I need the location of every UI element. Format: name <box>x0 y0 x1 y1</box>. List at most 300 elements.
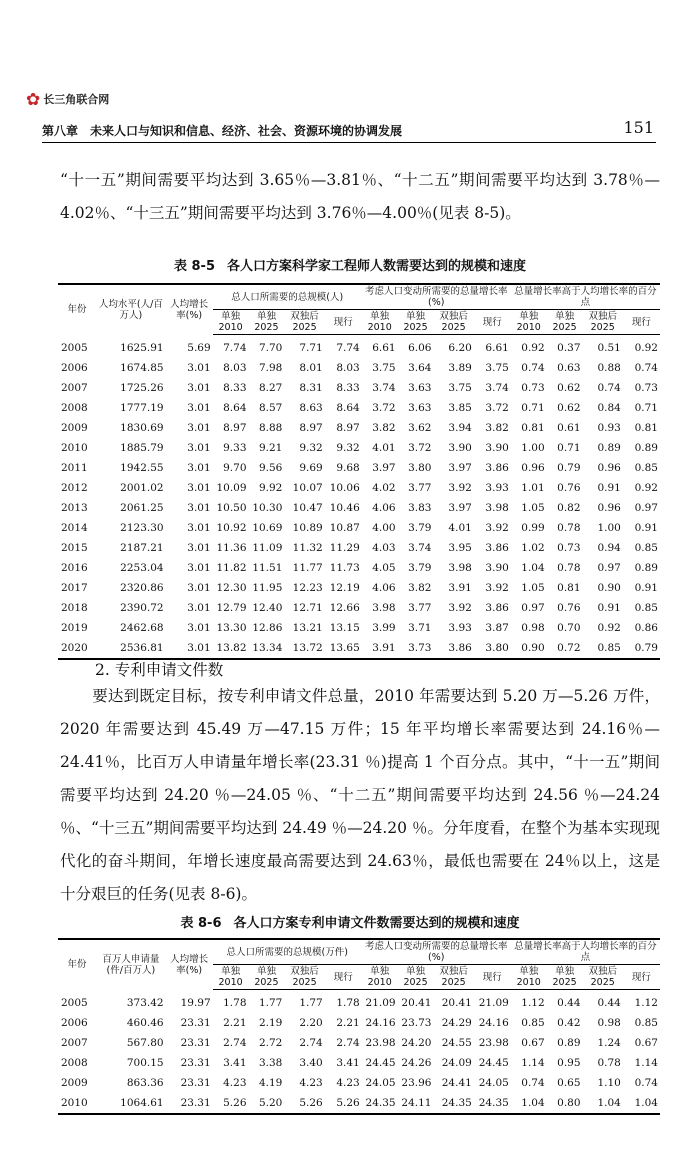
table-cell: 8.27 <box>258 382 283 394</box>
table-cell: 1.12 <box>521 997 545 1009</box>
table-cell: 0.44 <box>557 997 581 1009</box>
row-year: 2011 <box>61 462 88 474</box>
table-cell: 2536.81 <box>96 638 165 659</box>
table-cell: 10.92 <box>216 522 247 534</box>
table-row <box>58 558 660 578</box>
table-row <box>58 335 660 359</box>
table-cell: 8.33 <box>223 382 247 394</box>
table-cell: 0.97 <box>597 562 621 574</box>
table-cell: 3.98 <box>372 602 396 614</box>
table-cell: 0.92 <box>634 342 658 354</box>
table-cell: 3.85 <box>448 402 472 414</box>
table-cell: 10.87 <box>329 522 360 534</box>
table-cell: 0.78 <box>597 1057 621 1069</box>
table-cell: 2001.02 <box>120 482 164 494</box>
table-cell: 13.34 <box>249 638 285 659</box>
table-cell: 0.89 <box>597 442 621 454</box>
table-cell: 3.91 <box>362 638 398 659</box>
table-cell: 12.66 <box>329 602 360 614</box>
table-cell: 24.41 <box>441 1077 472 1089</box>
table-cell: 2.72 <box>258 1037 283 1049</box>
table-cell: 3.97 <box>448 462 472 474</box>
sub-header-bottom: 2010 <box>367 322 392 333</box>
table-row <box>58 618 660 638</box>
sub-header-bottom: 2010 <box>516 322 541 333</box>
table-cell: 3.86 <box>485 542 509 554</box>
table-cell: 0.67 <box>634 1037 658 1049</box>
row-year: 2010 <box>58 1093 96 1114</box>
table-cell: 4.06 <box>372 502 396 514</box>
running-header <box>42 118 656 143</box>
sub-header-top: 单独 <box>370 966 390 977</box>
table-cell: 3.62 <box>408 422 432 434</box>
table-row <box>58 518 660 538</box>
table-cell: 24.16 <box>478 1017 509 1029</box>
table-cell: 0.80 <box>547 1093 583 1114</box>
table-cell: 23.98 <box>478 1037 509 1049</box>
table-cell: 1.04 <box>623 1093 660 1114</box>
table-cell: 6.61 <box>372 342 396 354</box>
table-cell: 4.19 <box>258 1077 283 1089</box>
table-cell: 3.40 <box>299 1057 323 1069</box>
header-level: 人均水平(人/百万人) <box>96 284 165 335</box>
table-cell: 3.75 <box>372 362 396 374</box>
table-row <box>58 598 660 618</box>
table-cell: 9.92 <box>258 482 283 494</box>
table-8-6-caption <box>0 912 700 931</box>
table-cell: 10.50 <box>216 502 247 514</box>
table-cell: 3.98 <box>448 562 472 574</box>
table-row <box>58 1093 660 1114</box>
row-year: 2009 <box>61 1077 88 1089</box>
table-cell: 24.29 <box>441 1017 472 1029</box>
table-cell: 6.20 <box>448 342 472 354</box>
table-cell: 4.01 <box>372 442 396 454</box>
sub-header-bottom: 2025 <box>590 322 615 333</box>
table-cell: 3.80 <box>408 462 432 474</box>
table-row <box>58 638 660 659</box>
row-year: 2009 <box>61 422 88 434</box>
table-row <box>58 578 660 598</box>
sub-header-cell <box>284 310 324 335</box>
table-cell: 1674.85 <box>120 362 164 374</box>
table-cell: 0.85 <box>634 542 658 554</box>
sub-header-cell <box>249 310 285 335</box>
table-cell: 8.97 <box>223 422 247 434</box>
table-cell: 13.21 <box>292 622 323 634</box>
table-cell: 0.79 <box>557 462 581 474</box>
table-cell: 5.26 <box>213 1093 249 1114</box>
sub-header-bottom: 2025 <box>552 322 577 333</box>
table-cell: 3.86 <box>485 602 509 614</box>
table-cell: 0.92 <box>634 482 658 494</box>
row-year: 2018 <box>61 602 88 614</box>
row-year: 2012 <box>61 482 88 494</box>
table-cell: 0.73 <box>521 382 545 394</box>
sub-header-cell <box>547 310 583 335</box>
table-cell: 23.96 <box>401 1077 432 1089</box>
table-cell: 0.89 <box>557 1037 581 1049</box>
table-cell: 0.81 <box>557 582 581 594</box>
table-cell: 7.74 <box>336 342 360 354</box>
sub-header-cell <box>362 310 398 335</box>
table-cell: 10.89 <box>292 522 323 534</box>
table-cell: 13.15 <box>329 622 360 634</box>
row-year: 2013 <box>61 502 88 514</box>
table-cell: 9.32 <box>299 442 323 454</box>
table-cell: 3.75 <box>448 382 472 394</box>
table-cell: 3.01 <box>187 582 211 594</box>
table-cell: 0.85 <box>583 638 623 659</box>
table-cell: 0.96 <box>521 462 545 474</box>
table-cell: 23.31 <box>166 1093 213 1114</box>
table-row <box>58 498 660 518</box>
table-cell: 8.63 <box>299 402 323 414</box>
sub-header-cell <box>249 965 285 990</box>
table-cell: 3.87 <box>485 622 509 634</box>
table-cell: 23.73 <box>401 1017 432 1029</box>
sub-header-cell <box>213 310 249 335</box>
table-row <box>58 398 660 418</box>
table-cell: 3.01 <box>187 402 211 414</box>
section-2-text: 要达到既定目标，按专利申请文件总量，2010 年需要达到 5.20 万—5.26 万件，2020 年需要达到 45.49 万—47.15 万件；15 年平均增长率需要达到 24.16％—24.41％，比百万人申请量年增长率(23.31 ％)提高 1 个百分点。其中，“十一五”期间需要平均达到 24.20 ％—24.05 ％、“十二五”期间需要平均达到 24.56 ％—24.24 ％、“十三五”期间需要平均达到 24.49 ％—24.20 ％。分年度看，在整个为基本实现现代化的奋斗期间，年增长速度最高需要达到 24.63％，最低也需要在 24％以上，这是十分艰巨的任务(见表 8-6)。 <box>60 687 660 903</box>
sub-header-cell <box>398 965 434 990</box>
table-cell: 9.21 <box>258 442 283 454</box>
table-cell: 0.74 <box>634 362 658 374</box>
table-8-5 <box>58 283 660 660</box>
table-cell: 3.01 <box>187 502 211 514</box>
sub-header-bottom: 2025 <box>552 977 577 988</box>
table-cell: 3.86 <box>485 462 509 474</box>
table-8-6 <box>58 938 660 1115</box>
header-group-total-growth: 考虑人口变动所需要的总量增长率(%) <box>362 939 511 965</box>
sub-header-bottom: 2025 <box>590 977 615 988</box>
table-cell: 3.86 <box>433 638 473 659</box>
table-cell: 24.16 <box>365 1017 396 1029</box>
sub-header-top: 双独后 <box>290 311 319 322</box>
table-cell: 23.31 <box>180 1037 211 1049</box>
table-cell: 3.41 <box>223 1057 247 1069</box>
table-cell: 0.91 <box>634 582 658 594</box>
sub-header-top: 现行 <box>631 316 651 328</box>
table-cell: 23.98 <box>365 1037 396 1049</box>
row-year: 2008 <box>61 1057 88 1069</box>
sub-header-cell <box>398 310 434 335</box>
table-cell: 1.77 <box>258 997 283 1009</box>
table-cell: 0.74 <box>634 1077 658 1089</box>
table-cell: 0.70 <box>557 622 581 634</box>
table-cell: 24.26 <box>401 1057 432 1069</box>
table-cell: 13.30 <box>216 622 247 634</box>
sub-header-cell <box>511 965 547 990</box>
sub-header-top: 单独 <box>519 311 539 322</box>
table-cell: 0.96 <box>597 462 621 474</box>
table-cell: 0.81 <box>634 422 658 434</box>
table-cell: 3.80 <box>474 638 511 659</box>
table-cell: 20.41 <box>441 997 472 1009</box>
table-cell: 8.01 <box>299 362 323 374</box>
sub-header-top: 单独 <box>370 311 390 322</box>
table-cell: 0.79 <box>623 638 660 659</box>
sub-header-cell <box>547 965 583 990</box>
table-cell: 3.99 <box>372 622 396 634</box>
table-cell: 19.97 <box>180 996 211 1009</box>
table-cell: 7.98 <box>258 362 283 374</box>
table-cell: 3.41 <box>336 1057 360 1069</box>
table-cell: 0.62 <box>557 382 581 394</box>
sub-header-top: 现行 <box>631 971 651 983</box>
table-cell: 3.72 <box>408 442 432 454</box>
table-cell: 3.82 <box>485 422 509 434</box>
sub-header-top: 单独 <box>406 966 426 977</box>
table-cell: 5.26 <box>284 1093 324 1114</box>
table-cell: 0.61 <box>557 422 581 434</box>
sub-header-cell <box>623 965 660 990</box>
row-year: 2014 <box>61 522 88 534</box>
table-cell: 863.36 <box>126 1077 164 1089</box>
table-cell: 0.62 <box>557 402 581 414</box>
table-cell: 1.24 <box>597 1037 621 1049</box>
row-year: 2019 <box>61 622 88 634</box>
table-cell: 11.36 <box>216 542 247 554</box>
table-cell: 24.20 <box>401 1037 432 1049</box>
table-cell: 4.23 <box>336 1077 360 1089</box>
table-cell: 13.65 <box>325 638 362 659</box>
table-cell: 8.03 <box>223 362 247 374</box>
table-cell: 1064.61 <box>96 1093 165 1114</box>
table-cell: 24.35 <box>474 1093 511 1114</box>
table-cell: 9.56 <box>258 462 283 474</box>
table-cell: 1942.55 <box>120 462 164 474</box>
table-cell: 5.26 <box>325 1093 362 1114</box>
table-cell: 0.99 <box>521 522 545 534</box>
table-cell: 9.68 <box>336 462 360 474</box>
table-cell: 3.01 <box>187 442 211 454</box>
table-cell: 0.37 <box>557 342 581 354</box>
table-cell: 3.93 <box>448 622 472 634</box>
table-cell: 0.73 <box>634 382 658 394</box>
table-cell: 10.07 <box>292 482 323 494</box>
table-cell: 0.71 <box>557 442 581 454</box>
table-cell: 23.31 <box>180 1057 211 1069</box>
table-cell: 23.31 <box>180 1017 211 1029</box>
table-cell: 1.00 <box>597 522 621 534</box>
row-year: 2010 <box>61 442 88 454</box>
table-cell: 3.73 <box>398 638 434 659</box>
table-cell: 0.78 <box>557 522 581 534</box>
table-cell: 3.77 <box>408 482 432 494</box>
table-row <box>58 478 660 498</box>
table-cell: 0.71 <box>521 402 545 414</box>
table-row <box>58 990 660 1014</box>
table-cell: 10.47 <box>292 502 323 514</box>
table-cell: 3.01 <box>187 422 211 434</box>
table-cell: 10.30 <box>252 502 283 514</box>
table-cell: 3.72 <box>372 402 396 414</box>
sub-header-cell <box>284 965 324 990</box>
table-cell: 3.95 <box>448 542 472 554</box>
table-cell: 3.83 <box>408 502 432 514</box>
table-cell: 20.41 <box>401 997 432 1009</box>
table-cell: 0.67 <box>521 1037 545 1049</box>
table-cell: 3.01 <box>187 602 211 614</box>
table-row <box>58 438 660 458</box>
page-number: 151 <box>623 118 654 137</box>
table-cell: 24.05 <box>365 1077 396 1089</box>
table-cell: 12.79 <box>216 602 247 614</box>
table-cell: 1.14 <box>634 1057 658 1069</box>
row-year: 2008 <box>61 402 88 414</box>
table-cell: 0.98 <box>597 1017 621 1029</box>
table-cell: 4.06 <box>372 582 396 594</box>
table-cell: 3.92 <box>485 522 509 534</box>
table-cell: 4.01 <box>448 522 472 534</box>
table-cell: 3.89 <box>448 362 472 374</box>
table-cell: 3.97 <box>372 462 396 474</box>
table-cell: 1.10 <box>597 1077 621 1089</box>
sub-header-top: 双独后 <box>588 311 617 322</box>
table-cell: 1.12 <box>634 997 658 1009</box>
sub-header-bottom: 2025 <box>441 977 466 988</box>
table-cell: 6.06 <box>408 342 432 354</box>
table-cell: 0.42 <box>557 1017 581 1029</box>
table-cell: 1625.91 <box>120 341 164 354</box>
table-cell: 3.74 <box>408 542 432 554</box>
sub-header-top: 现行 <box>482 971 502 983</box>
table-cell: 24.55 <box>441 1037 472 1049</box>
table-cell: 2.21 <box>336 1017 360 1029</box>
table-cell: 1.01 <box>521 482 545 494</box>
table-cell: 0.94 <box>597 542 621 554</box>
table-row <box>58 1013 660 1033</box>
table-cell: 0.90 <box>511 638 547 659</box>
table-cell: 0.51 <box>597 342 621 354</box>
table-cell: 11.73 <box>329 562 360 574</box>
table-cell: 0.78 <box>557 562 581 574</box>
table-8-5-caption <box>0 255 700 274</box>
table-cell: 3.71 <box>408 622 432 634</box>
table-cell: 8.97 <box>336 422 360 434</box>
table-cell: 0.92 <box>521 342 545 354</box>
sub-header-bottom: 2025 <box>254 322 279 333</box>
header-group-points: 总量增长率高于人均增长率的百分点 <box>511 939 660 965</box>
sub-header-top: 单独 <box>221 966 241 977</box>
row-year: 2006 <box>61 362 88 374</box>
sub-header-cell <box>583 965 623 990</box>
section-2-title: 2. 专利申请文件数 <box>95 661 224 679</box>
table-cell: 3.92 <box>448 602 472 614</box>
sub-header-top: 双独后 <box>588 966 617 977</box>
table-row <box>58 458 660 478</box>
sub-header-top: 单独 <box>555 311 575 322</box>
table-cell: 3.63 <box>408 382 432 394</box>
table-cell: 0.91 <box>634 522 658 534</box>
table-cell: 11.77 <box>292 562 323 574</box>
table-cell: 0.89 <box>634 442 658 454</box>
table-cell: 1.14 <box>521 1057 545 1069</box>
table-cell: 0.91 <box>597 602 621 614</box>
sub-header-top: 双独后 <box>439 966 468 977</box>
sub-header-bottom: 2025 <box>292 322 317 333</box>
table-row <box>58 1053 660 1073</box>
table-cell: 8.88 <box>258 422 283 434</box>
table-cell: 10.06 <box>329 482 360 494</box>
table-cell: 3.97 <box>448 502 472 514</box>
table-cell: 8.33 <box>336 382 360 394</box>
table-cell: 0.95 <box>557 1057 581 1069</box>
sub-header-top: 单独 <box>256 311 276 322</box>
table-cell: 24.09 <box>441 1057 472 1069</box>
table-cell: 0.71 <box>634 402 658 414</box>
table-cell: 3.98 <box>485 502 509 514</box>
header-group-total-growth: 考虑人口变动所需要的总量增长率(%) <box>362 284 511 310</box>
sub-header-cell <box>325 310 362 335</box>
table-cell: 4.03 <box>372 542 396 554</box>
table-cell: 3.93 <box>485 482 509 494</box>
table-cell: 0.86 <box>634 622 658 634</box>
header-year: 年份 <box>58 939 96 990</box>
table-cell: 3.92 <box>448 482 472 494</box>
table-cell: 0.92 <box>597 622 621 634</box>
sub-header-top: 双独后 <box>439 311 468 322</box>
table-cell: 5.20 <box>249 1093 285 1114</box>
sub-header-bottom: 2010 <box>516 977 541 988</box>
table-cell: 2123.30 <box>120 522 164 534</box>
table-cell: 3.90 <box>485 442 509 454</box>
table-cell: 4.23 <box>299 1077 323 1089</box>
table-cell: 11.95 <box>252 582 283 594</box>
table-cell: 700.15 <box>126 1057 164 1069</box>
sub-header-top: 单独 <box>256 966 276 977</box>
table-cell: 12.23 <box>292 582 323 594</box>
table-cell: 1.04 <box>583 1093 623 1114</box>
header-level: 百万人申请量(件/百万人) <box>96 939 165 990</box>
table-cell: 2187.21 <box>120 542 164 554</box>
sub-header-top: 现行 <box>333 316 353 328</box>
table-cell: 12.19 <box>329 582 360 594</box>
sub-header-cell <box>583 310 623 335</box>
table-cell: 4.00 <box>372 522 396 534</box>
table-cell: 8.31 <box>299 382 323 394</box>
sub-header-bottom: 2025 <box>292 977 317 988</box>
table-cell: 2.21 <box>223 1017 247 1029</box>
sub-header-top: 单独 <box>555 966 575 977</box>
table-cell: 0.76 <box>557 482 581 494</box>
table-cell: 0.73 <box>557 542 581 554</box>
table-cell: 3.77 <box>408 602 432 614</box>
table-cell: 0.97 <box>521 602 545 614</box>
table-cell: 1.04 <box>511 1093 547 1114</box>
table-cell: 3.38 <box>258 1057 283 1069</box>
sub-header-top: 单独 <box>406 311 426 322</box>
table-row <box>58 418 660 438</box>
table-cell: 2.74 <box>299 1037 323 1049</box>
table-cell: 1.78 <box>223 997 247 1009</box>
table-cell: 3.74 <box>485 382 509 394</box>
table-cell: 0.81 <box>521 422 545 434</box>
sub-header-cell <box>474 310 511 335</box>
sub-header-bottom: 2010 <box>218 322 243 333</box>
row-year: 2015 <box>61 542 88 554</box>
sub-header-cell <box>511 310 547 335</box>
table-cell: 10.46 <box>329 502 360 514</box>
site-logo <box>26 90 109 110</box>
table-cell: 12.40 <box>252 602 283 614</box>
sub-header-cell <box>433 965 473 990</box>
table-cell: 5.69 <box>187 341 211 354</box>
table-cell: 3.01 <box>187 382 211 394</box>
header-group-points: 总量增长率高于人均增长率的百分点 <box>511 284 660 310</box>
